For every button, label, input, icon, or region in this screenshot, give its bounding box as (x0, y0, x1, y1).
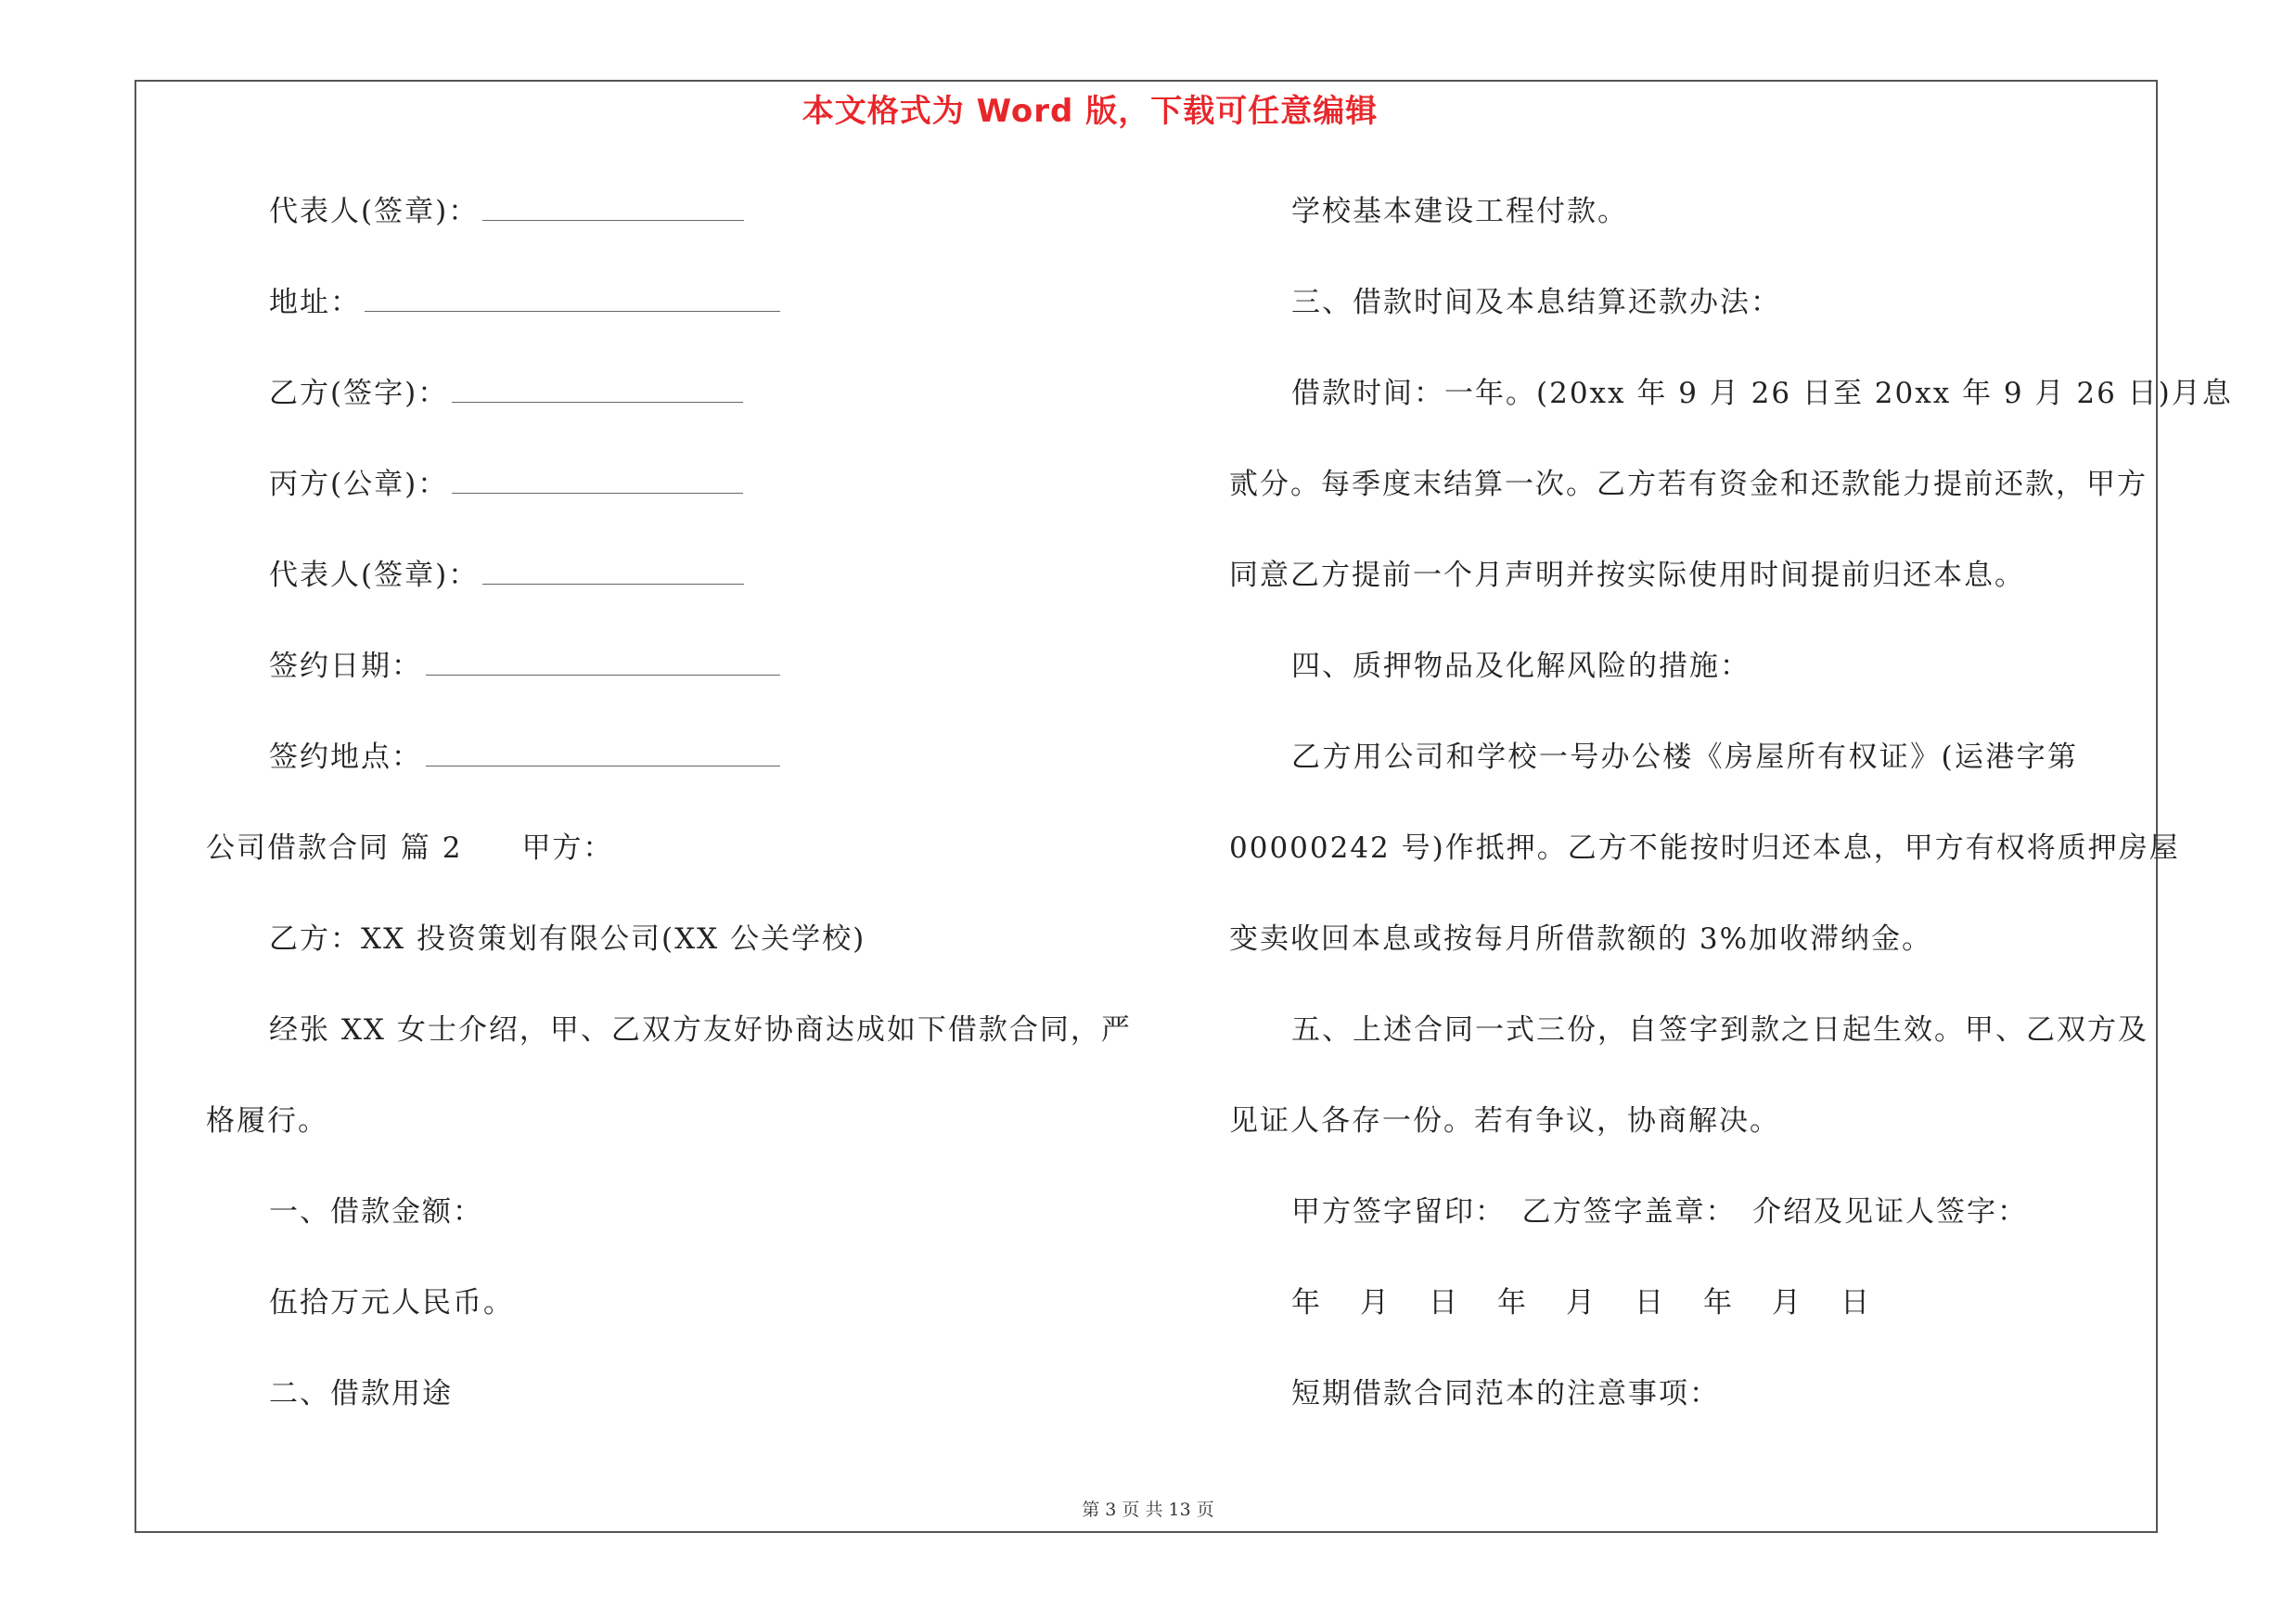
section-4-heading: 四、质押物品及化解风险的措施： (1291, 650, 1751, 683)
contract-heading: 公司借款合同 篇 2 (206, 831, 463, 865)
loan-time-line-2: 贰分。每季度末结算一次。乙方若有资金和还款能力提前还款，甲方 (1229, 468, 2148, 501)
party-c-seal-line (269, 466, 743, 503)
contract-heading-line (206, 830, 613, 867)
party-c-seal-blank[interactable] (452, 467, 743, 494)
rep-sign-line-2 (269, 557, 744, 594)
section-1-heading: 一、借款金额： (269, 1195, 483, 1229)
rep-sign-line (269, 193, 744, 230)
rep-sign-label: 代表人(签章)： (269, 195, 480, 228)
party-b-sign-blank[interactable] (452, 376, 743, 403)
rep-sign-label-2: 代表人(签章)： (269, 559, 480, 592)
sign-place-line (269, 739, 780, 776)
pledge-line-2: 00000242 号)作抵押。乙方不能按时归还本息，甲方有权将质押房屋 (1229, 831, 2180, 865)
sign-date-line (269, 648, 780, 685)
page-number: 第 3 页 共 13 页 (1082, 1500, 1214, 1520)
section-2-heading: 二、借款用途 (269, 1377, 453, 1410)
address-label: 地址： (269, 286, 361, 319)
party-b-sign-label: 乙方(签字)： (269, 377, 449, 410)
rep-sign-blank[interactable] (482, 194, 744, 221)
notes-heading: 短期借款合同范本的注意事项： (1291, 1377, 1720, 1410)
loan-time-line-1: 借款时间：一年。(20xx 年 9 月 26 日至 20xx 年 9 月 26 日)月息 (1291, 377, 2233, 410)
sign-place-label: 签约地点： (269, 741, 422, 774)
sign-date-label: 签约日期： (269, 650, 422, 683)
section-3-heading: 三、借款时间及本息结算还款办法： (1291, 286, 1781, 319)
party-b-sign-line (269, 375, 743, 412)
sign-date-blank[interactable] (426, 649, 780, 676)
loan-purpose: 学校基本建设工程付款。 (1291, 195, 1628, 228)
intro-line-1: 经张 XX 女士介绍，甲、乙双方友好协商达成如下借款合同，严 (269, 1013, 1132, 1047)
address-blank[interactable] (365, 285, 780, 312)
section-5-line-2: 见证人各存一份。若有争议，协商解决。 (1229, 1104, 1780, 1138)
party-a-label: 甲方： (521, 831, 614, 865)
party-b-line: 乙方：XX 投资策划有限公司(XX 公关学校) (269, 922, 866, 956)
loan-amount: 伍拾万元人民币。 (269, 1286, 514, 1320)
sign-place-blank[interactable] (426, 740, 780, 766)
signature-dates: 年 月 日 年 月 日 年 月 日 (1291, 1286, 1875, 1320)
pledge-line-3: 变卖收回本息或按每月所借款额的 3%加收滞纳金。 (1229, 922, 1933, 956)
party-c-seal-label: 丙方(公章)： (269, 468, 449, 501)
address-line (269, 284, 780, 321)
word-format-banner: 本文格式为 Word 版，下载可任意编辑 (802, 93, 1379, 130)
signature-labels: 甲方签字留印： 乙方签字盖章： 介绍及见证人签字： (1291, 1195, 2028, 1229)
rep-sign-blank-2[interactable] (482, 558, 744, 585)
section-5-line-1: 五、上述合同一式三份，自签字到款之日起生效。甲、乙双方及 (1291, 1013, 2148, 1047)
intro-line-2: 格履行。 (206, 1104, 328, 1138)
loan-time-line-3: 同意乙方提前一个月声明并按实际使用时间提前归还本息。 (1229, 559, 2025, 592)
pledge-line-1: 乙方用公司和学校一号办公楼《房屋所有权证》(运港字第 (1291, 741, 2078, 774)
